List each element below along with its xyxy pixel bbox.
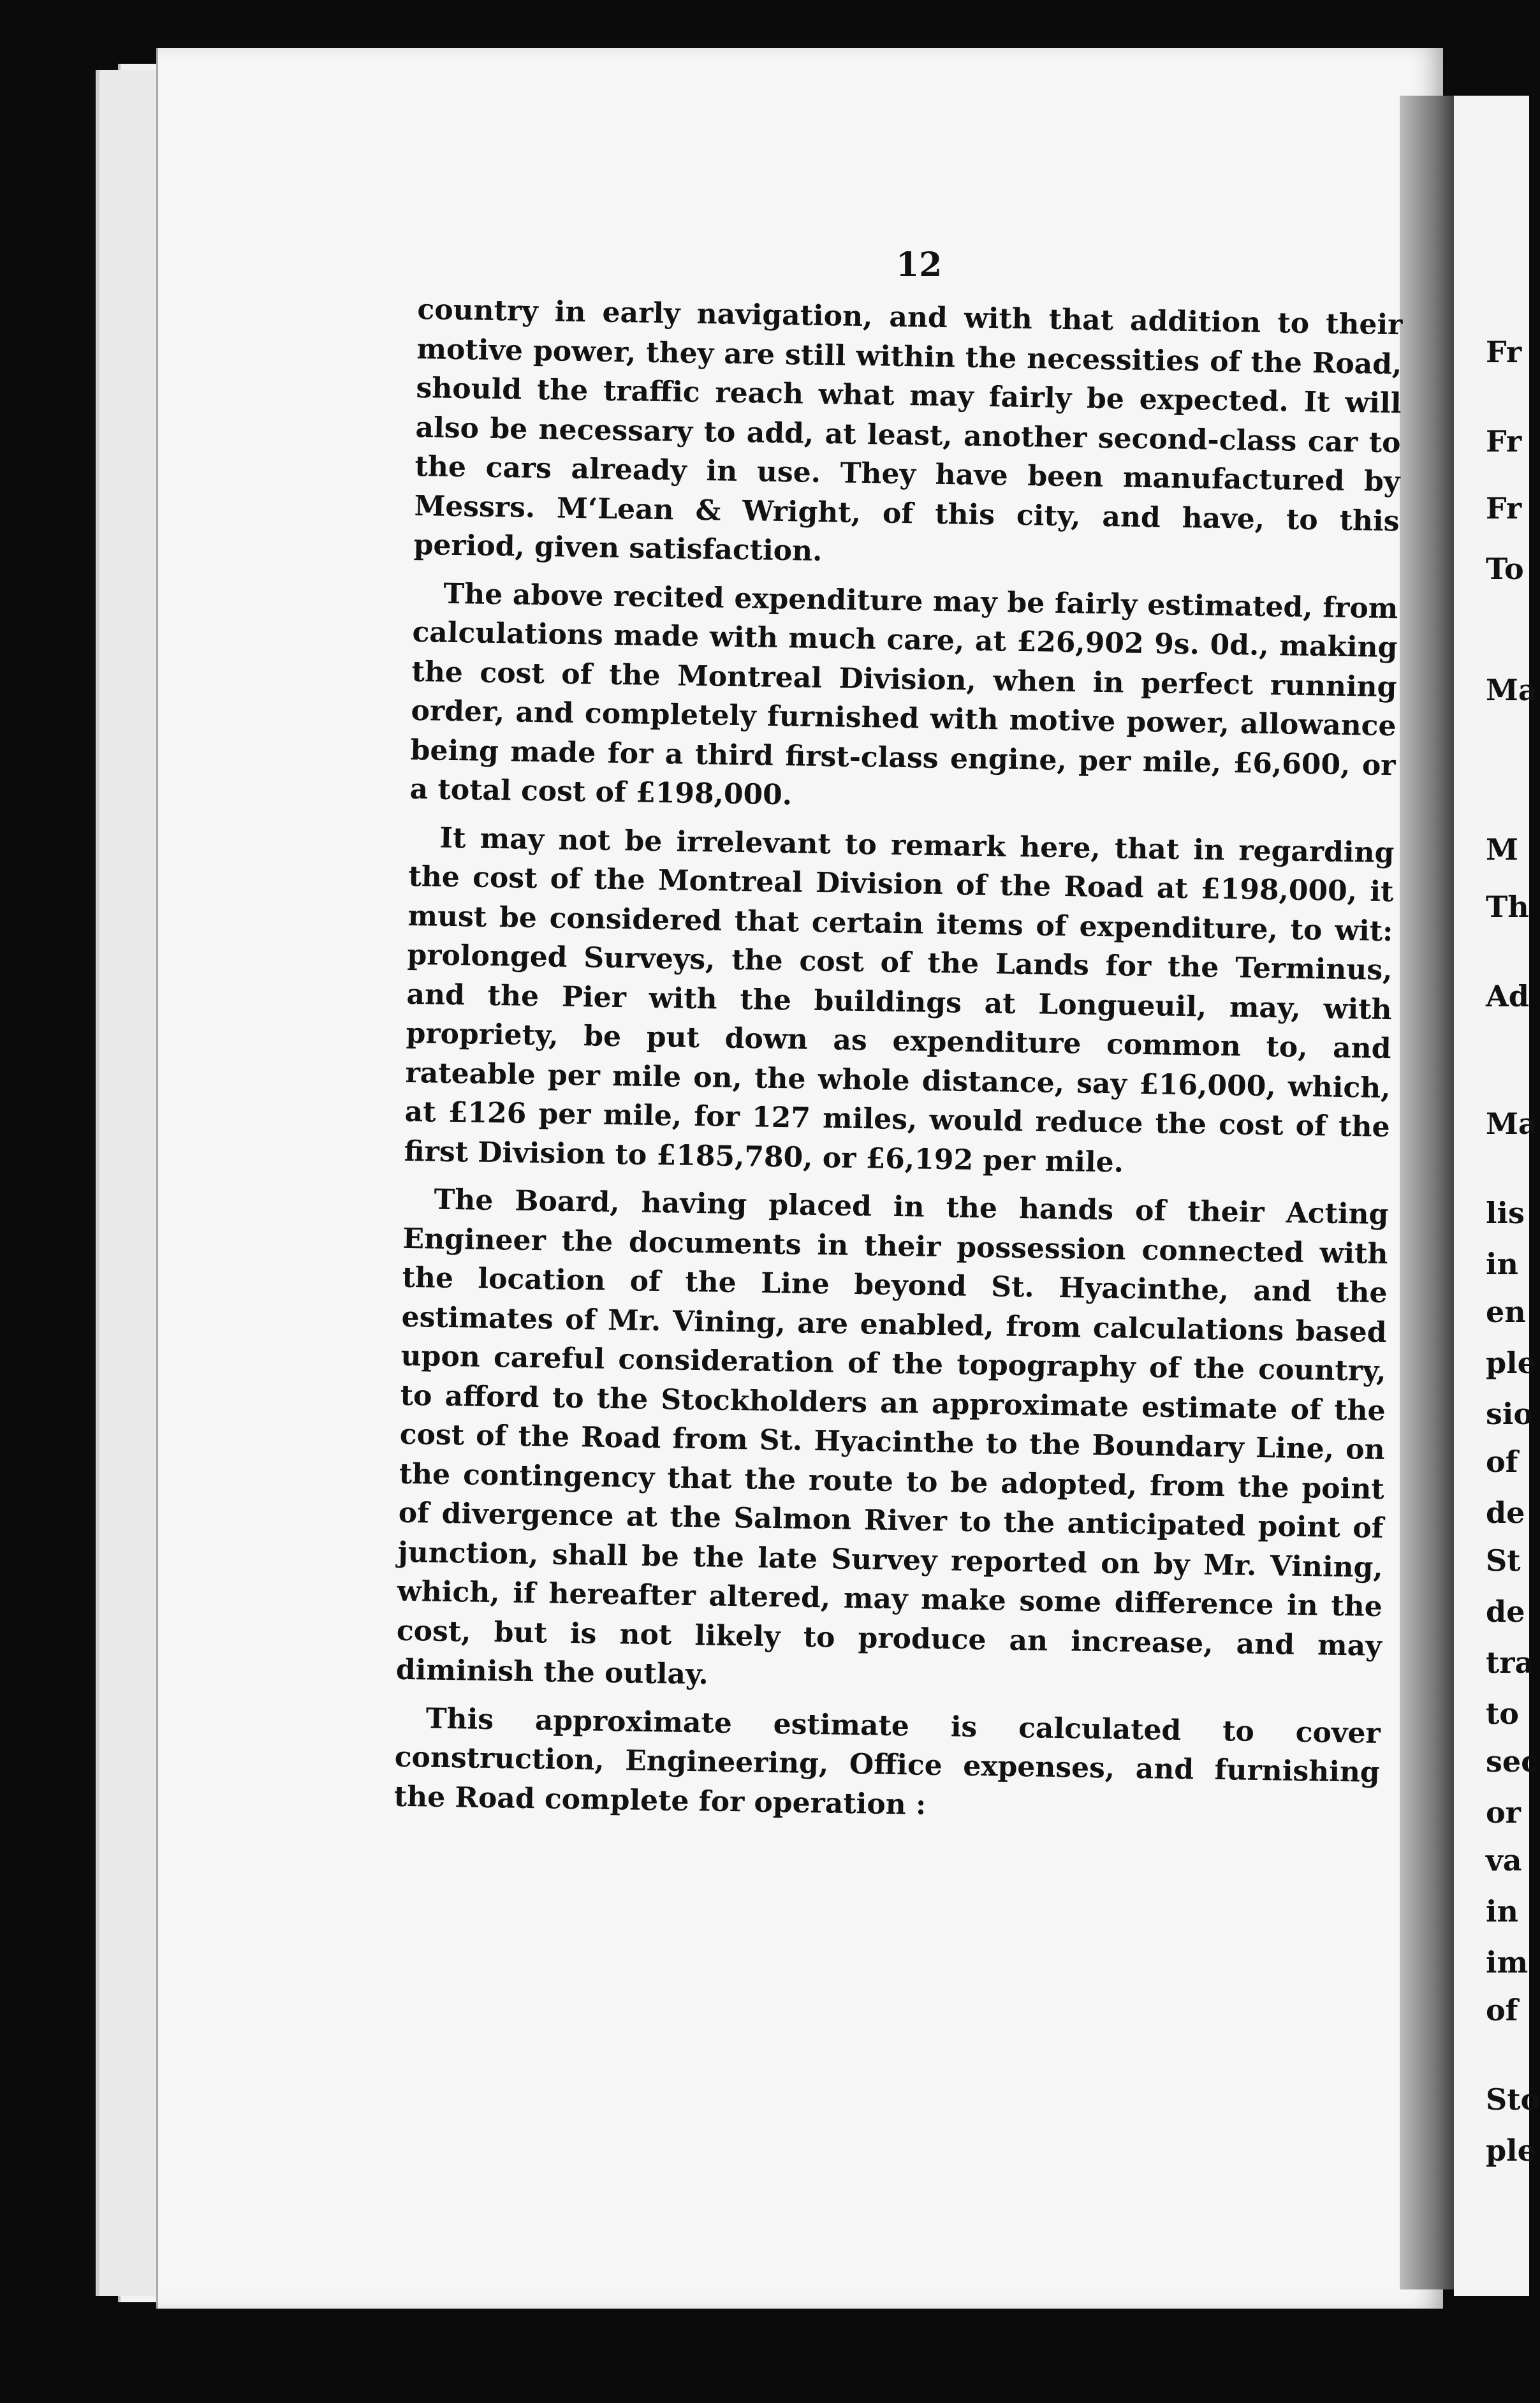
fragment: To xyxy=(1486,552,1524,586)
paragraph: It may not be irrelevant to remark here, that in regarding the cost of the Montreal Division of the Road at £198,000, it must be considered that certain items of expenditure, to wit: prolonged Surveys, the cost of the Lands for the Terminus, and the Pier with the buildings at Longueuil, may, with propriety, be put down as expenditure common to, and rateable per mile on, the whole distance, say £16,000, which, at £126 per mile, for 127 miles, would reduce the cost of the first Division to £185,780, or £6,192 per mile. xyxy=(404,821,1395,1179)
fragment: in xyxy=(1486,1894,1518,1929)
fragment: of xyxy=(1486,1993,1518,2027)
fragment: Ad xyxy=(1486,979,1529,1013)
fragment: ple xyxy=(1486,1346,1536,1380)
fragment: M xyxy=(1486,832,1518,867)
fragment: tra xyxy=(1486,1645,1534,1680)
fragment: en xyxy=(1486,1295,1526,1329)
fragment: va xyxy=(1486,1843,1522,1878)
fragment: Ma xyxy=(1486,1106,1537,1141)
fragment: Th xyxy=(1486,890,1529,924)
fragment: of xyxy=(1486,1444,1518,1479)
fragment: sec xyxy=(1486,1744,1539,1779)
fragment: lis xyxy=(1486,1196,1525,1230)
page-body-text xyxy=(393,290,1403,1841)
book-gutter xyxy=(1400,96,1457,2289)
fragment: ple xyxy=(1486,2133,1536,2168)
page-number: 12 xyxy=(896,246,942,284)
fragment: Fr xyxy=(1486,335,1522,369)
fragment: St xyxy=(1486,1543,1521,1578)
fragment: or xyxy=(1486,1795,1521,1830)
fragment: sio xyxy=(1486,1397,1534,1431)
paragraph: This approximate estimate is calculated to cover construction, Engineering, Office expenses, and furnishing the Road complete for operation : xyxy=(393,1701,1381,1821)
fragment: in xyxy=(1486,1247,1518,1281)
fragment: Ma xyxy=(1486,673,1537,707)
fragment: de xyxy=(1486,1495,1525,1530)
fragment: to xyxy=(1486,1696,1519,1731)
paragraph: country in early navigation, and with that addition to their motive power, they are still within the necessities of the Road, should the traffic reach what may fairly be expected. It will also be necessary to add, at least, another second-class car to the cars already in use. They have been manufactured by Messrs. M‘Lean & Wright, of this city, and have, to this period, given satisfaction. xyxy=(413,293,1403,568)
fragment: Fr xyxy=(1486,491,1522,525)
fragment: Fr xyxy=(1486,424,1522,459)
fragment: de xyxy=(1486,1594,1525,1629)
fragment: Sto xyxy=(1486,2082,1540,2117)
paragraph: The above recited expenditure may be fairly estimated, from calculations made with much care, at £26,902 9s. 0d., making the cost of the Montreal Division, when in perfect running order, and completely furnished with motive power, allowance being made for a third first-class engine, per mile, £6,600, or a total cost of £198,000. xyxy=(409,577,1398,812)
fragment: im xyxy=(1486,1945,1529,1980)
paragraph: The Board, having placed in the hands of their Acting Engineer the documents in their possession connected with the location of the Line beyond St. Hyacinthe, and the estimates of Mr. Vining, are enabled, from calculations based upon careful consideration of the topography of the country, to afford to the Stockholders an approximate estimate of the cost of the Road from St. Hyacinthe to the Boundary Line, on the contingency that the route to be adopted, from the point of divergence at the Salmon River to the anticipated point of junction, shall be the late Survey reported on by Mr. Vining, which, if hereafter altered, may make some difference in the cost, but is not likely to produce an increase, and may diminish the outlay. xyxy=(395,1183,1389,1691)
